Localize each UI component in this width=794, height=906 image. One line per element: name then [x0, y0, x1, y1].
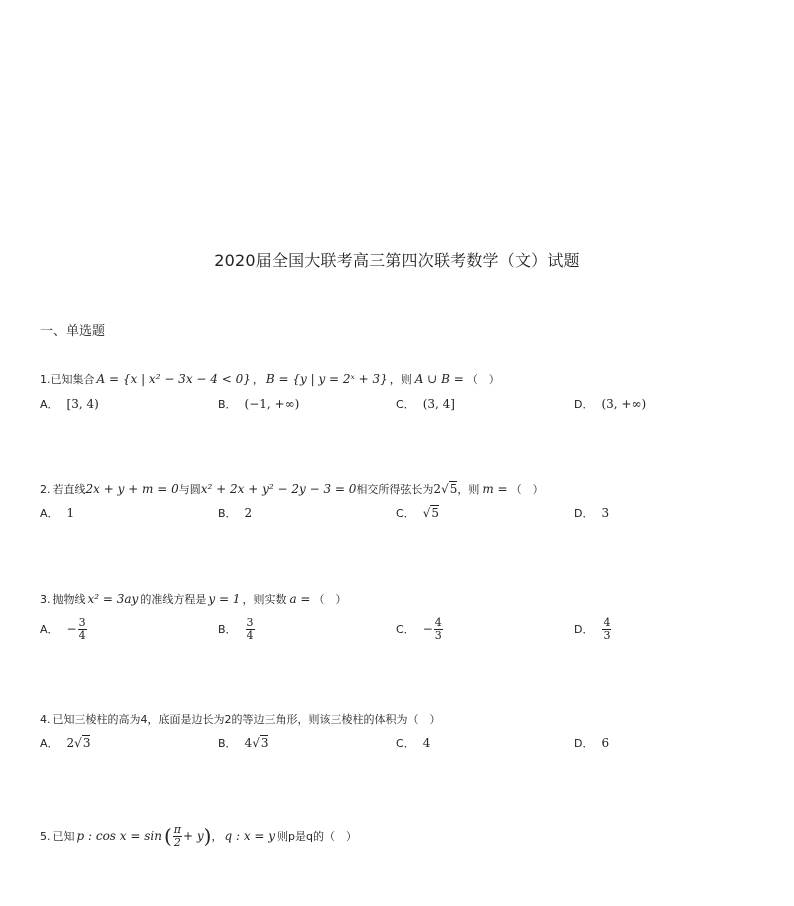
question-text: 已知	[52, 830, 75, 843]
fraction	[78, 617, 87, 642]
coefficient: 2	[66, 736, 75, 750]
left-paren: (	[163, 824, 172, 848]
option-label: A．	[40, 398, 59, 411]
union-expression: A ∪ B =	[414, 372, 464, 386]
question-text: 抛物线	[52, 593, 86, 606]
option-b	[218, 732, 268, 754]
option-label: B．	[218, 737, 237, 750]
question-5	[40, 818, 357, 854]
numerator: π	[173, 822, 181, 836]
line-equation: 2x + y + m = 0	[85, 482, 179, 496]
option-label: C．	[396, 737, 415, 750]
denominator: 4	[246, 628, 254, 642]
option-value: 2√3	[66, 736, 91, 750]
option-d	[574, 732, 609, 754]
chord-length: 2√5	[433, 482, 458, 496]
fraction	[434, 617, 443, 642]
set-a-expression: A = {x | x² − 3x − 4 < 0}	[96, 372, 251, 386]
option-value: (3, +∞)	[601, 397, 647, 411]
sign: −	[422, 622, 433, 636]
variable-m: m =	[482, 482, 508, 496]
option-a	[40, 502, 74, 524]
option-value: 4√3	[244, 736, 269, 750]
answer-blank: （ ）	[466, 373, 500, 386]
option-label: B．	[218, 398, 237, 411]
sign: −	[66, 622, 77, 636]
numerator: 3	[78, 615, 86, 629]
denominator: 2	[173, 835, 181, 849]
page-title: 2020届全国大联考高三第四次联考数学（文）试题	[214, 251, 580, 270]
option-value: 2	[244, 506, 253, 520]
question-1	[40, 368, 500, 390]
option-d	[574, 612, 612, 646]
question-2	[40, 478, 544, 500]
option-value: 4	[422, 736, 431, 750]
answer-blank: （ ）	[510, 483, 544, 496]
option-label: B．	[218, 507, 237, 520]
denominator: 4	[78, 628, 86, 642]
option-label: A．	[40, 623, 59, 636]
option-label: A．	[40, 507, 59, 520]
option-value: (3, 4]	[422, 397, 455, 411]
radicand: 5	[449, 482, 458, 496]
fraction	[602, 617, 611, 642]
proposition-q: q : x = y	[224, 829, 276, 843]
question-text: 与圆	[178, 483, 201, 496]
punctuation: ，	[252, 373, 264, 386]
option-label: A．	[40, 737, 59, 750]
option-b	[218, 612, 256, 646]
option-value: 3	[601, 506, 610, 520]
option-label: B．	[218, 623, 237, 636]
option-label: C．	[396, 398, 415, 411]
question-text: 已知三棱柱的高为4，底面是边长为2的等边三角形，则该三棱柱的体积为（ ）	[52, 713, 441, 726]
question-number: 1.	[40, 372, 51, 386]
question-text: 相交所得弦长为	[356, 483, 434, 496]
option-label: D．	[574, 623, 594, 636]
option-d	[574, 393, 646, 415]
numerator: 3	[246, 615, 254, 629]
option-c	[396, 502, 439, 524]
option-label: C．	[396, 507, 415, 520]
numerator: 4	[434, 615, 442, 629]
option-c	[396, 612, 444, 646]
question-text: ，则	[389, 373, 412, 386]
option-label: D．	[574, 398, 594, 411]
option-label: C．	[396, 623, 415, 636]
radicand: 3	[260, 736, 269, 750]
option-value: 6	[601, 736, 610, 750]
answer-blank: （ ）	[324, 830, 358, 843]
option-d	[574, 502, 609, 524]
numerator: 4	[603, 615, 611, 629]
denominator: 3	[434, 628, 442, 642]
question-4	[40, 708, 441, 730]
denominator: 3	[603, 628, 611, 642]
option-b	[218, 393, 299, 415]
fraction	[173, 824, 182, 849]
question-text: ，则	[457, 483, 480, 496]
question-text: 已知集合	[50, 373, 95, 386]
right-paren: )	[203, 824, 212, 848]
question-text: ，则实数	[242, 593, 287, 606]
question-number: 2.	[40, 482, 51, 496]
option-c	[396, 393, 455, 415]
option-label: D．	[574, 507, 594, 520]
radicand: 3	[82, 736, 91, 750]
option-a	[40, 393, 99, 415]
set-b-expression: B = {y | y = 2ˣ + 3}	[265, 372, 388, 386]
question-text: 则p是q的	[277, 830, 325, 843]
option-value: [3, 4)	[66, 397, 99, 411]
question-3	[40, 588, 346, 610]
option-value: (−1, +∞)	[244, 397, 300, 411]
directrix-equation: y = 1	[208, 592, 241, 606]
parabola-equation: x² = 3ay	[87, 592, 139, 606]
question-number: 4.	[40, 712, 51, 726]
option-value: √5	[422, 506, 439, 520]
question-number: 5.	[40, 829, 51, 843]
punctuation: ，	[211, 830, 223, 843]
answer-blank: （ ）	[313, 593, 347, 606]
fraction	[246, 617, 255, 642]
option-value: 1	[66, 506, 75, 520]
option-b	[218, 502, 252, 524]
question-number: 3.	[40, 592, 51, 606]
circle-equation: x² + 2x + y² − 2y − 3 = 0	[200, 482, 357, 496]
coefficient: 2	[433, 482, 442, 496]
option-c	[396, 732, 430, 754]
proposition-p: p : cos x = sin	[76, 829, 162, 843]
section-heading: 一、单选题	[40, 324, 106, 339]
question-text: 的准线方程是	[140, 593, 207, 606]
plus-y: + y	[183, 829, 204, 843]
option-label: D．	[574, 737, 594, 750]
variable-a: a =	[289, 592, 311, 606]
coefficient: 4	[244, 736, 253, 750]
option-a	[40, 612, 88, 646]
radicand: 5	[431, 506, 439, 520]
option-a	[40, 732, 90, 754]
question-text: 若直线	[52, 483, 86, 496]
